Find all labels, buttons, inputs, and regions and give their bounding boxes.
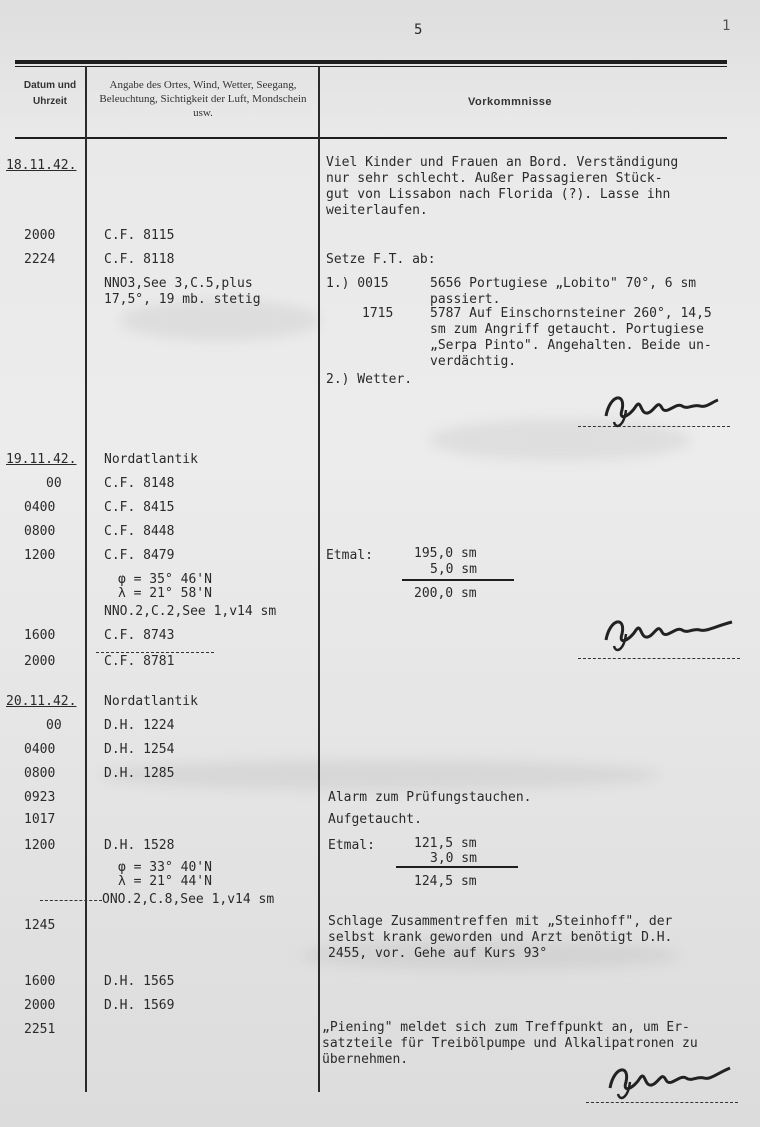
time: 1200 (24, 548, 56, 563)
sum-line (402, 579, 514, 581)
position: D.H. 1569 (104, 998, 175, 1013)
event-text: Schlage Zusammentreffen mit „Steinhoff", der selbst krank geworden und Arzt benötigt D.H. 2455, vor. Gehe auf Kurs 93° (328, 914, 673, 961)
note-day1: Viel Kinder und Frauen an Bord. Verständigung nur sehr schlecht. Außer Passagieren Stück- gut von Lissabon nach Florida (?). Lasse ihn weiterlaufen. (326, 155, 679, 218)
etmal-total: 124,5 sm (414, 874, 477, 889)
header-date-time: Datum und Uhrzeit (23, 80, 77, 107)
time: 2224 (24, 252, 56, 267)
date-day1: 18.11.42. (6, 158, 77, 173)
time: 1245 (24, 918, 56, 933)
etmal-label: Etmal: (326, 548, 373, 563)
ft2: 2.) Wetter. (326, 372, 413, 387)
time: 0800 (24, 766, 56, 781)
header-top-rule-thin (15, 66, 727, 67)
position: C.F. 8415 (104, 500, 175, 515)
smudge (100, 760, 660, 790)
etmal-total: 200,0 sm (414, 586, 477, 601)
time: 0400 (24, 500, 56, 515)
date-day3: 20.11.42. (6, 694, 77, 709)
signature-line (578, 658, 740, 659)
header-bottom-rule (15, 137, 727, 139)
position: D.H. 1254 (104, 742, 175, 757)
separator-line (40, 900, 102, 901)
header-events: Vorkommnisse (468, 96, 553, 108)
etmal-value: 195,0 sm (414, 546, 477, 561)
ft1-number: 1.) 0015 (326, 276, 389, 291)
header-location-weather: Angabe des Ortes, Wind, Wetter, Seegang, Beleuchtung, Sichtigkeit der Luft, Mondschein usw. (99, 79, 307, 119)
position: C.F. 8479 (104, 548, 175, 563)
time: 0800 (24, 524, 56, 539)
latitude: φ = 35° 46'N (118, 572, 212, 587)
time: 1200 (24, 838, 56, 853)
ft-label: Setze F.T. ab: (326, 252, 436, 267)
column-divider-2 (318, 66, 320, 1092)
event-text: Aufgetaucht. (328, 812, 422, 827)
area-day3: Nordatlantik (104, 694, 198, 709)
signature (600, 1058, 740, 1104)
time: 1017 (24, 812, 56, 827)
separator-line (96, 652, 214, 653)
etmal-value: 121,5 sm (414, 836, 477, 851)
position: C.F. 8115 (104, 228, 175, 243)
signature (596, 610, 736, 656)
time: 2000 (24, 228, 56, 243)
event-text: „Piening" meldet sich zum Treffpunkt an, um Er- satzteile für Treibölpumpe und Alkalipatronen zu übernehmen. (322, 1020, 698, 1067)
event-text: Alarm zum Prüfungstauchen. (328, 790, 532, 805)
time: 2000 (24, 654, 56, 669)
time: 00 (46, 718, 62, 733)
header-top-rule (15, 60, 727, 64)
position: C.F. 8118 (104, 252, 175, 267)
time: 1600 (24, 974, 56, 989)
ft1-text: 5656 Portugiese „Lobito" 70°, 6 sm passiert. (430, 276, 697, 307)
weather-day2: NNO.2,C.2,See 1,v14 sm (104, 604, 277, 619)
page-number: 5 (414, 22, 423, 38)
etmal-value: 3,0 sm (430, 851, 477, 866)
position: C.F. 8448 (104, 524, 175, 539)
signature-line (586, 1102, 738, 1103)
position: D.H. 1528 (104, 838, 175, 853)
position: C.F. 8781 (104, 654, 175, 669)
position: D.H. 1565 (104, 974, 175, 989)
time: 0400 (24, 742, 56, 757)
position: D.H. 1285 (104, 766, 175, 781)
latitude: φ = 33° 40'N (118, 860, 212, 875)
ft1b-time: 1715 (362, 306, 394, 321)
time: 2251 (24, 1022, 56, 1037)
time: 1600 (24, 628, 56, 643)
longitude: λ = 21° 58'N (118, 586, 212, 601)
sum-line (396, 866, 518, 868)
etmal-value: 5,0 sm (430, 562, 477, 577)
ft1b-text: 5787 Auf Einschornsteiner 260°, 14,5 sm zum Angriff getaucht. Portugiese „Serpa Pinto". Angehalten. Beide un- verdächtig. (430, 306, 712, 369)
column-divider-1 (85, 66, 87, 1092)
position: C.F. 8148 (104, 476, 175, 491)
weather-day1: NNO3,See 3,C.5,plus 17,5°, 19 mb. stetig (104, 276, 261, 307)
area-day2: Nordatlantik (104, 452, 198, 467)
time: 0923 (24, 790, 56, 805)
time: 2000 (24, 998, 56, 1013)
weather-day3: ONO.2,C.8,See 1,v14 sm (102, 892, 275, 907)
signature-line (578, 426, 730, 427)
position: C.F. 8743 (104, 628, 175, 643)
time: 00 (46, 476, 62, 491)
corner-page-number: 1 (722, 18, 731, 34)
date-day2: 19.11.42. (6, 452, 77, 467)
position: D.H. 1224 (104, 718, 175, 733)
longitude: λ = 21° 44'N (118, 874, 212, 889)
etmal-label: Etmal: (328, 838, 375, 853)
